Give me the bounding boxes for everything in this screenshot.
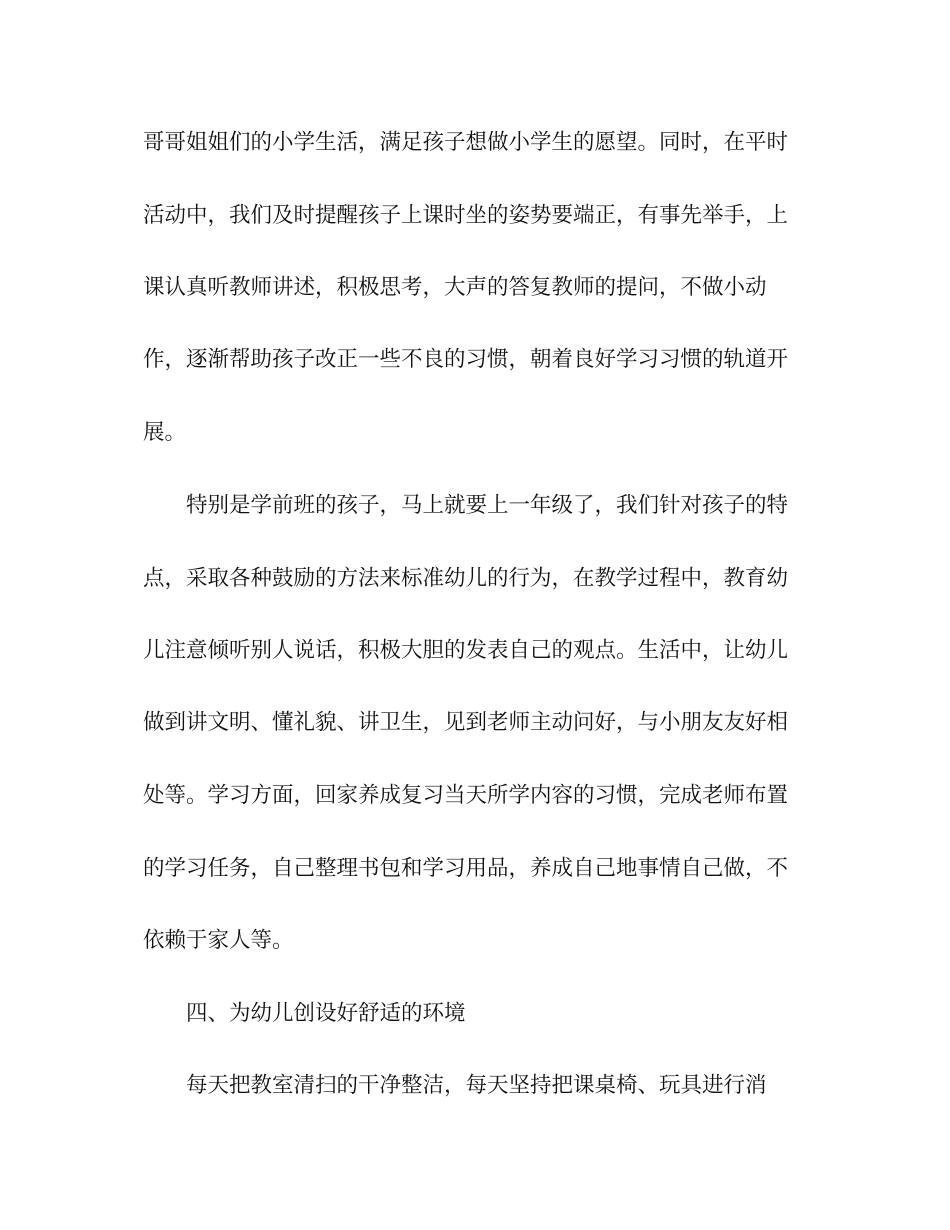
text-line: 哥哥姐姐们的小学生活，满足孩子想做小学生的愿望。同时，在平时 xyxy=(143,130,789,155)
text-line: 点，采取各种鼓励的方法来标准幼儿的行为，在教学过程中，教育幼 xyxy=(143,566,789,591)
text-line: 课认真听教师讲述，积极思考，大声的答复教师的提问，不做小动 xyxy=(143,275,767,300)
text-line: 活动中，我们及时提醒孩子上课时坐的姿势要端正，有事先举手，上 xyxy=(143,203,789,228)
text-line: 作，逐渐帮助孩子改正一些不良的习惯，朝着良好学习习惯的轨道开 xyxy=(143,347,789,372)
text-line: 处等。学习方面，回家养成复习当天所学内容的习惯，完成老师布置 xyxy=(143,783,789,808)
section-heading: 四、为幼儿创设好舒适的环境 xyxy=(186,1001,466,1026)
paragraph-start-line: 每天把教室清扫的干净整洁，每天坚持把课桌椅、玩具进行消 xyxy=(186,1073,767,1098)
text-line: 展。 xyxy=(143,420,187,445)
text-line: 做到讲文明、懂礼貌、讲卫生，见到老师主动问好，与小朋友友好相 xyxy=(143,710,789,735)
paragraph-start-line: 特别是学前班的孩子，马上就要上一年级了，我们针对孩子的特 xyxy=(186,493,789,518)
text-line: 依赖于家人等。 xyxy=(143,928,294,953)
text-line: 的学习任务，自己整理书包和学习用品，养成自己地事情自己做，不 xyxy=(143,856,789,881)
text-line: 儿注意倾听别人说话，积极大胆的发表自己的观点。生活中，让幼儿 xyxy=(143,638,789,663)
